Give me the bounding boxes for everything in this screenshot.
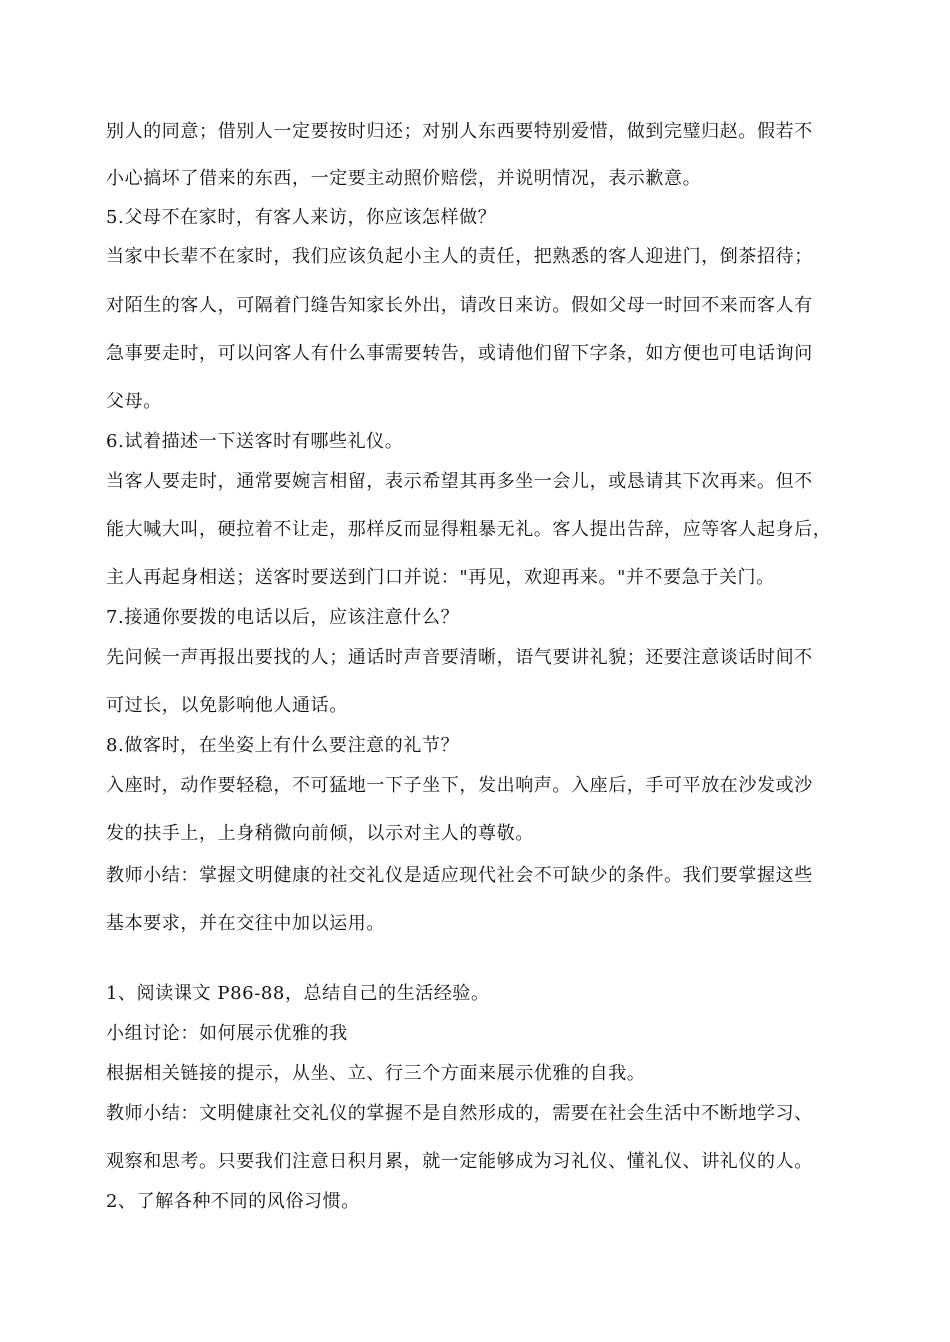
text-line: 先问候一声再报出要找的人；通话时声音要清晰，语气要讲礼貌；还要注意谈话时间不 bbox=[106, 647, 813, 668]
teacher-summary-2: 教师小结：文明健康社交礼仪的掌握不是自然形成的，需要在社会生活中不断地学习、 bbox=[106, 1103, 813, 1124]
text-line: 发的扶手上，上身稍微向前倾，以示对主人的尊敬。 bbox=[106, 823, 534, 844]
text-line: 当家中长辈不在家时，我们应该负起小主人的责任，把熟悉的客人迎进门，倒茶招待； bbox=[106, 246, 813, 267]
text-line: 能大喊大叫，硬拉着不让走，那样反而显得粗暴无礼。客人提出告辞，应等客人起身后， bbox=[106, 519, 832, 540]
text-line: 急事要走时，可以问客人有什么事需要转告，或请他们留下字条，如方便也可电话询问 bbox=[106, 343, 813, 364]
text-line: 主人再起身相送；送客时要送到门口并说："再见，欢迎再来。"并不要急于关门。 bbox=[106, 567, 775, 588]
question-7: 7.接通你要拨的电话以后，应该注意什么？ bbox=[106, 607, 460, 628]
text-line: 对陌生的客人，可隔着门缝告知家长外出，请改日来访。假如父母一时回不来而客人有 bbox=[106, 295, 813, 316]
text-line: 根据相关链接的提示，从坐、立、行三个方面来展示优雅的自我。 bbox=[106, 1063, 646, 1084]
activity-2: 2、了解各种不同的风俗习惯。 bbox=[106, 1191, 360, 1212]
group-discussion: 小组讨论：如何展示优雅的我 bbox=[106, 1023, 348, 1044]
activity-1: 1、阅读课文 P86-88，总结自己的生活经验。 bbox=[106, 983, 490, 1004]
text-line: 基本要求，并在交往中加以运用。 bbox=[106, 913, 385, 934]
question-5: 5.父母不在家时，有客人来访，你应该怎样做？ bbox=[106, 207, 497, 228]
text-line: 当客人要走时，通常要婉言相留，表示希望其再多坐一会儿，或恳请其下次再来。但不 bbox=[106, 471, 813, 492]
text-line: 观察和思考。只要我们注意日积月累，就一定能够成为习礼仪、懂礼仪、讲礼仪的人。 bbox=[106, 1151, 813, 1172]
text-line: 别人的同意；借别人一定要按时归还；对别人东西要特别爱惜，做到完璧归赵。假若不 bbox=[106, 121, 813, 142]
teacher-summary: 教师小结：掌握文明健康的社交礼仪是适应现代社会不可缺少的条件。我们要掌握这些 bbox=[106, 865, 813, 886]
text-line: 可过长，以免影响他人通话。 bbox=[106, 695, 348, 716]
question-6: 6.试着描述一下送客时有哪些礼仪。 bbox=[106, 431, 404, 452]
text-line: 入座时，动作要轻稳，不可猛地一下子坐下，发出响声。入座后，手可平放在沙发或沙 bbox=[106, 775, 813, 796]
text-line: 父母。 bbox=[106, 391, 162, 412]
text-line: 小心搞坏了借来的东西，一定要主动照价赔偿，并说明情况，表示歉意。 bbox=[106, 168, 702, 189]
question-8: 8.做客时，在坐姿上有什么要注意的礼节？ bbox=[106, 735, 460, 756]
